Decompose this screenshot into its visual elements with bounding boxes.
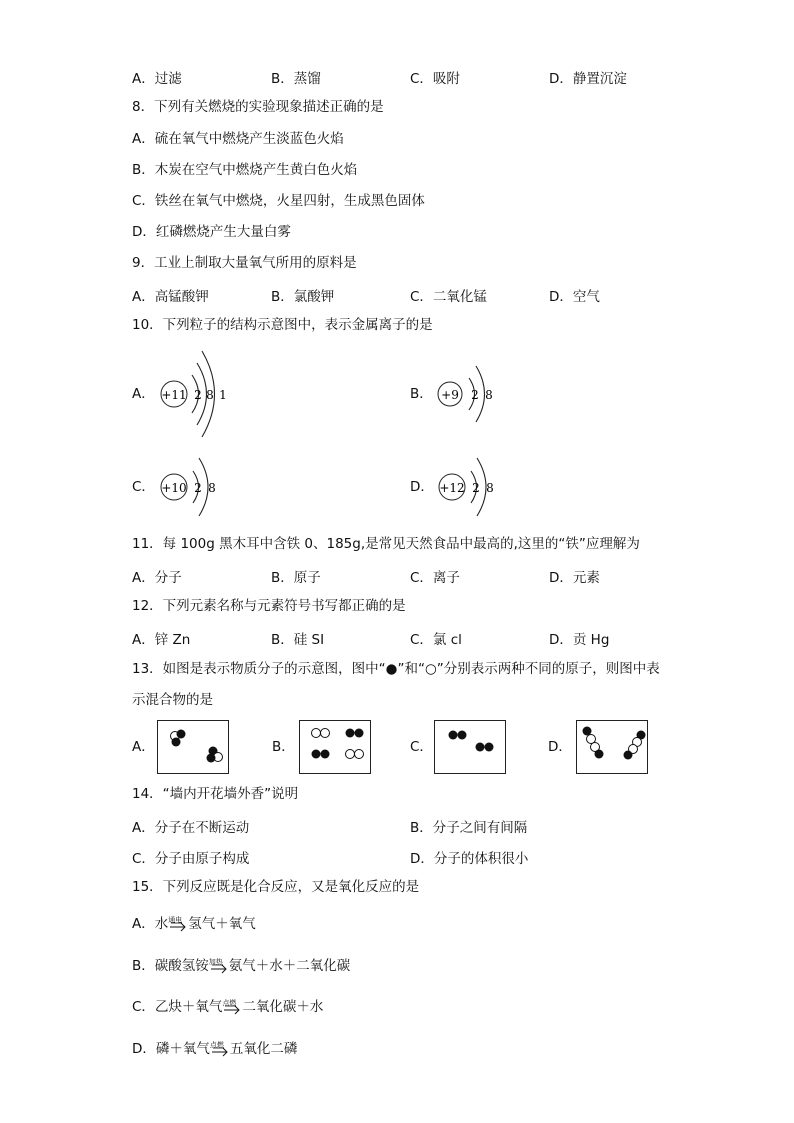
- q15-option-d: D．磷＋氧气 点燃 五氧化二磷: [132, 1041, 298, 1057]
- shell-d-2: 8: [486, 481, 494, 495]
- shell-a-1: 2: [194, 388, 202, 402]
- q11-options: [132, 566, 688, 586]
- q9-option-c: C．二氧化锰: [410, 289, 487, 305]
- reaction-arrow-icon: 点燃: [222, 998, 242, 1016]
- atom-diagram-b: [433, 360, 533, 430]
- q9-options: [132, 285, 688, 305]
- q10-label-a: A．: [132, 386, 155, 402]
- shell-b-2: 8: [485, 388, 493, 402]
- q8-option-b: B．木炭在空气中燃烧产生黄白色火焰: [132, 162, 358, 178]
- q9-option-d: D．空气: [549, 289, 600, 305]
- q12-stem: 12．下列元素名称与元素符号书写都正确的是: [132, 598, 406, 614]
- molecule-box-d: [576, 720, 648, 774]
- q13-label-c: C．: [410, 739, 433, 755]
- shell-a-3: 1: [219, 388, 227, 402]
- q7-option-d: D．静置沉淀: [549, 71, 627, 87]
- nucleus-charge-d: +12: [439, 481, 465, 495]
- q11-option-c: C．离子: [410, 570, 460, 586]
- atom-diagram-c: [155, 452, 255, 522]
- shell-d-1: 2: [472, 481, 480, 495]
- molecule-diagram-c: [435, 721, 505, 773]
- q12-option-d: D．贡 Hg: [549, 632, 610, 648]
- q15-option-a: A．水 通电 氢气＋氧气: [132, 916, 256, 932]
- molecule-diagram-d: [577, 721, 647, 773]
- molecule-diagram-a: [158, 721, 228, 773]
- reaction-arrow-icon: 点燃: [210, 1040, 230, 1058]
- q13-label-a: A．: [132, 739, 155, 755]
- q15-stem: 15．下列反应既是化合反应，又是氧化反应的是: [132, 879, 420, 895]
- q9-stem: 9．工业上制取大量氧气所用的原料是: [132, 255, 357, 271]
- q9-option-b: B．氯酸钾: [271, 289, 335, 305]
- q14-option-d: D．分子的体积很小: [410, 851, 529, 867]
- q15-option-b: B．碳酸氢铵 加热 氨气＋水＋二氧化碳: [132, 958, 351, 974]
- q14-option-b: B．分子之间有间隔: [410, 820, 528, 836]
- q7-option-b: B．蒸馏: [271, 71, 321, 87]
- q11-option-b: B．原子: [271, 570, 321, 586]
- q15-option-c: C．乙炔＋氧气 点燃 二氧化碳＋水: [132, 999, 324, 1015]
- q11-option-a: A．分子: [132, 570, 182, 586]
- reaction-arrow-icon: 通电: [168, 915, 188, 933]
- q14-option-c: C．分子由原子构成: [132, 851, 250, 867]
- q8-option-c: C．铁丝在氧气中燃烧，火星四射，生成黑色固体: [132, 193, 425, 209]
- q13-label-b: B．: [272, 739, 295, 755]
- q11-stem: 11．每 100g 黑木耳中含铁 0、185g,是常见天然食品中最高的,这里的“铁”应理解为: [132, 536, 640, 552]
- q11-option-d: D．元素: [549, 570, 600, 586]
- reaction-arrow-icon: 加热: [209, 957, 229, 975]
- q14-option-a: A．分子在不断运动: [132, 820, 250, 836]
- nucleus-charge-c: +10: [161, 481, 187, 495]
- shell-c-2: 8: [208, 481, 216, 495]
- q7-options: [132, 67, 688, 87]
- q7-option-a: A．过滤: [132, 71, 182, 87]
- q10-label-b: B．: [410, 386, 433, 402]
- q12-option-b: B．硅 SI: [271, 632, 325, 648]
- q12-option-a: A．锌 Zn: [132, 632, 191, 648]
- shell-a-2: 8: [206, 388, 214, 402]
- q12-option-c: C．氯 cl: [410, 632, 462, 648]
- q14-stem: 14．“墙内开花墙外香”说明: [132, 786, 299, 802]
- q8-option-a: A．硫在氧气中燃烧产生淡蓝色火焰: [132, 131, 344, 147]
- molecule-diagram-b: [300, 721, 370, 773]
- q8-option-d: D．红磷燃烧产生大量白雾: [132, 224, 291, 240]
- nucleus-charge-b: +9: [441, 388, 459, 402]
- q14-options-row2: [132, 847, 688, 867]
- q13-stem-line2: 示混合物的是: [132, 692, 213, 708]
- q14-options-row1: [132, 816, 688, 836]
- molecule-box-c: [434, 720, 506, 774]
- q8-stem: 8．下列有关燃烧的实验现象描述正确的是: [132, 99, 384, 115]
- q13-label-d: D．: [548, 739, 572, 755]
- q10-label-d: D．: [410, 479, 434, 495]
- q10-stem: 10．下列粒子的结构示意图中，表示金属离子的是: [132, 317, 433, 333]
- q9-option-a: A．高锰酸钾: [132, 289, 209, 305]
- molecule-box-a: [157, 720, 229, 774]
- q7-option-c: C．吸附: [410, 71, 460, 87]
- molecule-box-b: [299, 720, 371, 774]
- q12-options: [132, 628, 688, 648]
- shell-b-1: 2: [471, 388, 479, 402]
- q13-stem-line1: 13．如图是表示物质分子的示意图，图中“●”和“○”分别表示两种不同的原子，则图中表: [132, 661, 660, 677]
- atom-diagram-a: [155, 345, 275, 445]
- atom-diagram-d: [433, 452, 533, 522]
- nucleus-charge-a: +11: [161, 388, 187, 402]
- q10-label-c: C．: [132, 479, 155, 495]
- shell-c-1: 2: [194, 481, 202, 495]
